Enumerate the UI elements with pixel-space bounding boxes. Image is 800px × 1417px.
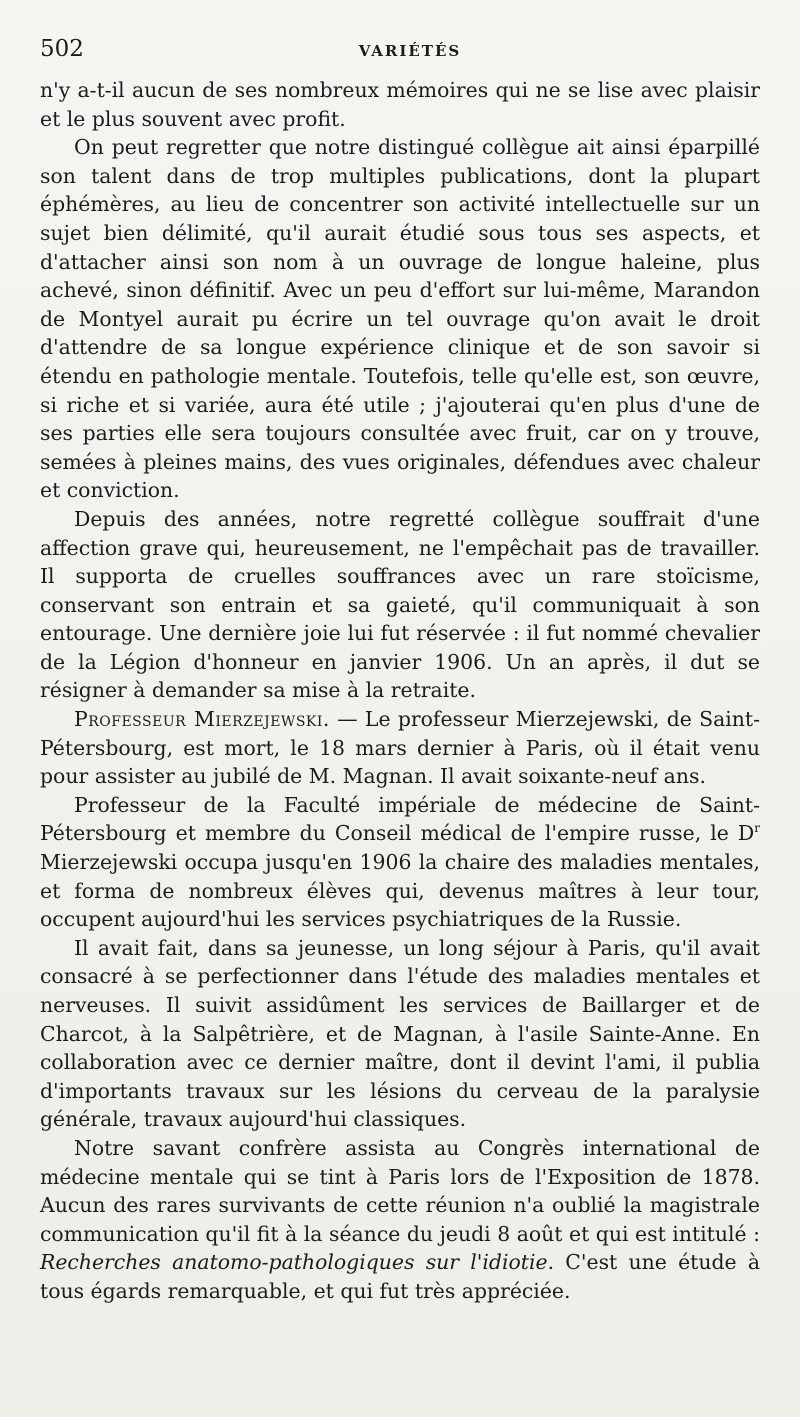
paragraph-part: Mierzejewski occupa jusqu'en 1906 la chaire des maladies mentales, et forma de nombreux élèves qui, devenus maîtres à leur tour, occupent aujourd'hui les services psychiatriques de la Russie. bbox=[40, 850, 760, 932]
paragraph: Il avait fait, dans sa jeunesse, un long séjour à Paris, qu'il avait consacré à se perfectionner dans l'étude des maladies mentales et nerveuses. Il suivit assidûment les services de Baillarger et de Charcot, à la Salpêtrière, et de Magnan, à l'asile Sainte-Anne. En collaboration avec ce dernier maître, dont il devint l'ami, il publia d'importants travaux sur les lésions du cerveau de la paralysie générale, travaux aujourd'hui classiques. bbox=[40, 935, 760, 1132]
paragraph-part: . C'est une étude à tous égards remarquable, et qui fut très appréciée. bbox=[40, 1250, 761, 1303]
paragraph: Depuis des années, notre regretté collègue souffrait d'une affection grave qui, heureusement, ne l'empêchait pas de travailler. Il supporta de cruelles souffrances avec un rare stoïcisme, conservant son entrain et sa gaieté, qu'il communiquait à son entourage. Une dernière joie lui fut réservée : il fut nommé chevalier de la Légion d'honneur en janvier 1906. Un an après, il dut se résigner à demander sa mise à la retraite. bbox=[40, 506, 760, 703]
publication-title: Recherches anatomo-pathologiques sur l'idiotie bbox=[40, 1250, 548, 1275]
paragraph-part: Professeur de la Faculté impériale de médecine de Saint-Pétersbourg et membre du Conseil médical de l'empire russe, le D bbox=[40, 792, 760, 846]
paragraph bbox=[40, 791, 760, 934]
paragraph-part: Notre savant confrère assista au Congrès international de médecine mentale qui se tint à Paris lors de l'Exposition de 1878. Aucun des rares survivants de cette réunion n'a oublié la magistrale communication qu'il fit à la séance du jeudi 8 août et qui est intitulé : bbox=[40, 1135, 760, 1246]
paragraph-continuation: n'y a-t-il aucun de ses nombreux mémoires qui ne se lise avec plaisir et le plus souvent avec profit. bbox=[40, 78, 760, 131]
body-text bbox=[40, 76, 760, 1306]
paragraph: On peut regretter que notre distingué collègue ait ainsi éparpillé son talent dans de trop multiples publications, dont la plupart éphémères, au lieu de concentrer son activité intellectuelle sur un sujet bien délimité, qu'il aurait étudié sous tous ses aspects, et d'attacher ainsi son nom à un ouvrage de longue haleine, plus achevé, sinon définitif. Avec un peu d'effort sur lui-même, Marandon de Montyel aurait pu écrire un tel ouvrage qu'on avait le droit d'attendre de sa longue expérience clinique et de son savoir si étendu en pathologie mentale. Toutefois, telle qu'elle est, son œuvre, si riche et si variée, aura été utile ; j'ajouterai qu'en plus d'une de ses parties elle sera toujours consultée avec fruit, car on y trouve, semées à pleines mains, des vues originales, défendues avec chaleur et conviction. bbox=[40, 135, 760, 503]
paragraph bbox=[40, 1134, 760, 1306]
running-head: VARIÉTÉS bbox=[358, 42, 462, 60]
paragraph-obituary-start bbox=[40, 705, 760, 791]
page-number: 502 bbox=[40, 36, 84, 62]
page-header bbox=[40, 36, 760, 76]
obituary-text: — Le professeur Mierzejewski, de Saint-Pétersbourg, est mort, le 18 mars dernier à Paris, où il était venu pour assister au jubilé de M. Magnan. Il avait soixante-neuf ans. bbox=[40, 707, 760, 789]
superscript: r bbox=[754, 821, 760, 836]
obituary-heading: Professeur Mierzejewski. bbox=[74, 707, 330, 732]
